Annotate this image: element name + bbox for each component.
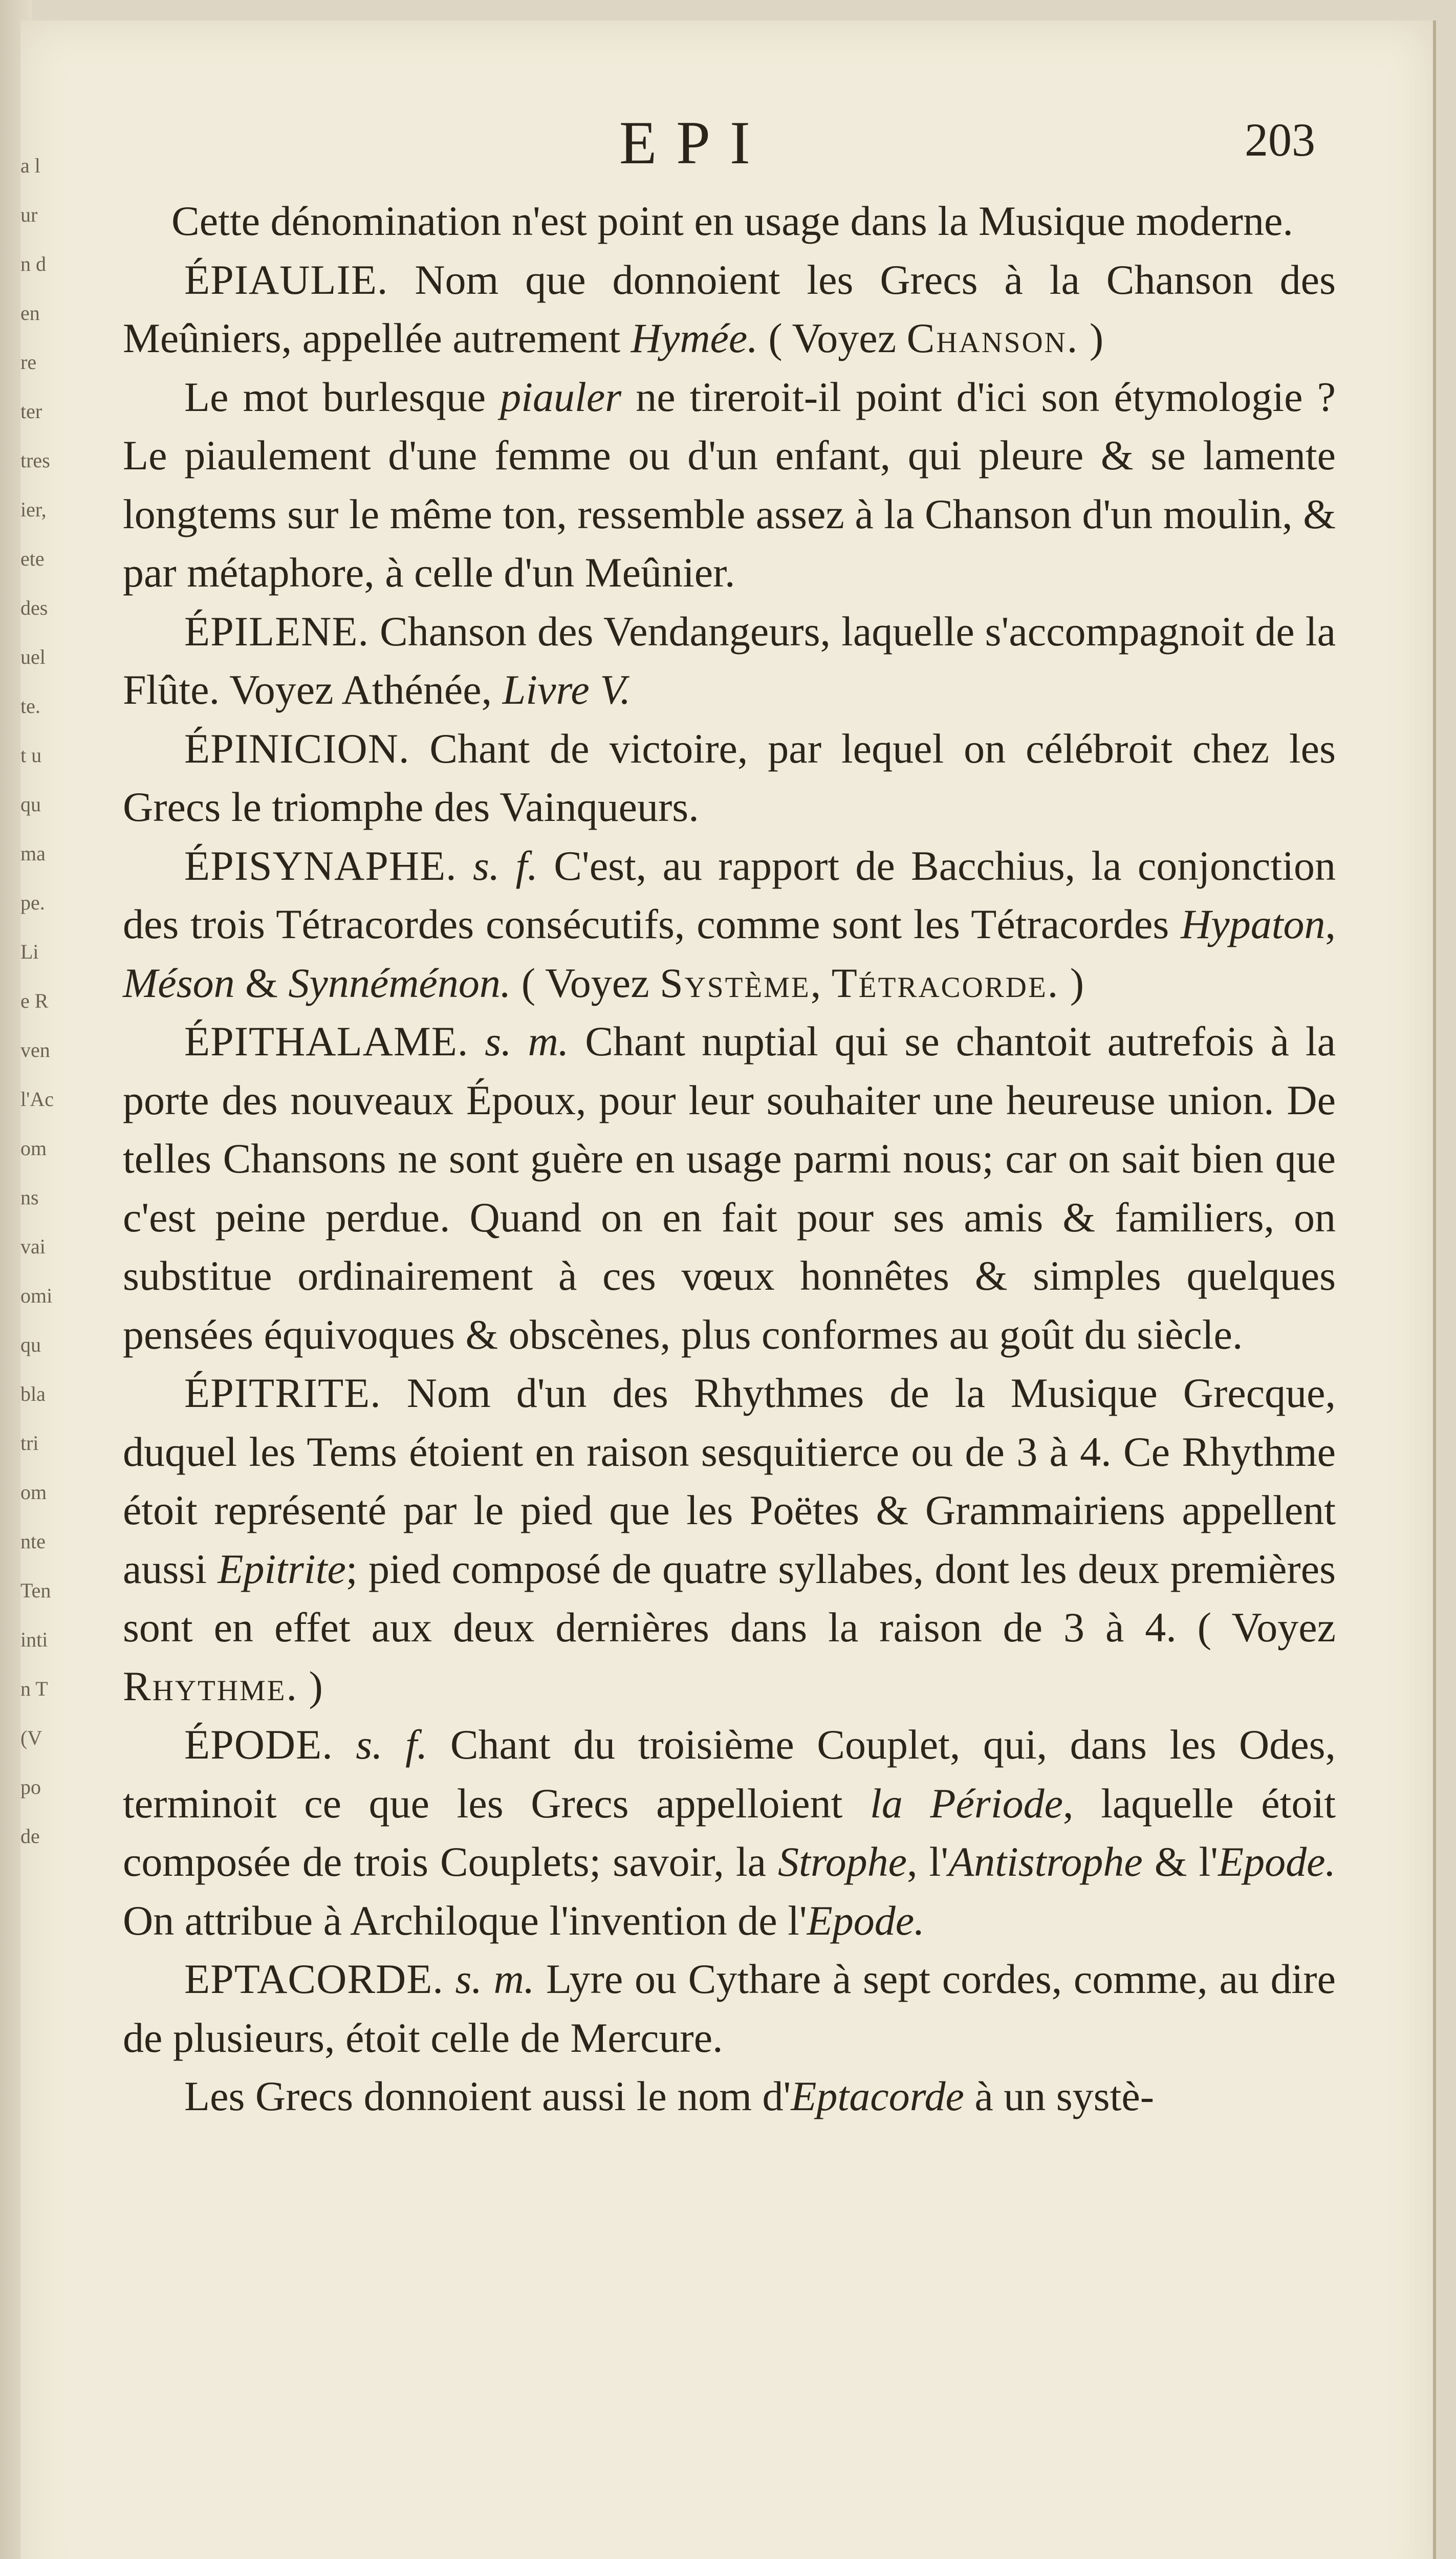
italic-text: s. f. — [356, 1721, 428, 1768]
margin-fragment: nte — [20, 1530, 46, 1553]
margin-fragment: ven — [20, 1038, 50, 1061]
entry-headword: ÉPINICION. — [184, 725, 410, 772]
margin-fragment: qu — [20, 793, 41, 816]
text-run: , l' — [907, 1838, 949, 1885]
italic-text: Méson — [123, 959, 235, 1006]
margin-fragment: ma — [20, 842, 46, 865]
margin-fragment: (V — [20, 1726, 42, 1749]
paragraph — [123, 1716, 1336, 1950]
italic-text: Epode. — [807, 1897, 925, 1944]
text-run: Cette dénomination n'est point en usage dans la Musique moderne. — [171, 198, 1293, 244]
text-run — [457, 842, 473, 889]
paragraph — [123, 1012, 1336, 1364]
margin-fragment: tri — [20, 1432, 39, 1455]
italic-text: Antistrophe — [948, 1838, 1143, 1885]
margin-fragment: de — [20, 1825, 40, 1848]
paragraph — [123, 368, 1336, 602]
text-run — [444, 1956, 455, 2002]
entry-headword: ÉPITHALAME. — [184, 1018, 469, 1065]
margin-fragment: omi — [20, 1284, 53, 1307]
cross-reference: Rhythme. — [123, 1662, 299, 1709]
text-run: à un systè- — [964, 2073, 1155, 2119]
italic-text: s. m. — [455, 1956, 535, 2002]
text-run: Nom que donnoient les Grecs à la Chanson des Meûniers, appellée autrement — [123, 256, 1336, 361]
margin-fragment: om — [20, 1137, 47, 1160]
italic-text: la Période — [870, 1780, 1063, 1827]
text-run: & — [234, 959, 289, 1006]
page-header — [97, 107, 1315, 179]
cross-reference: Tétracorde. — [831, 959, 1060, 1006]
margin-fragment: qu — [20, 1333, 41, 1356]
margin-fragment: ter — [20, 400, 42, 423]
margin-fragment: ns — [20, 1186, 39, 1209]
margin-fragment: l'Ac — [20, 1088, 54, 1111]
margin-fragment: pe. — [20, 891, 45, 914]
paragraph — [123, 1364, 1336, 1716]
margin-fragment: ur — [20, 203, 38, 226]
text-run: ( Voyez — [757, 315, 907, 361]
text-run: C'est, au rapport de Bacchius, la conjonction des trois Tétracordes consécutifs, comme sont les Tétracordes — [123, 842, 1336, 947]
margin-fragment: en — [20, 301, 40, 324]
italic-text: Hymée. — [631, 315, 758, 361]
entry-headword: ÉPISYNAPHE. — [184, 842, 457, 889]
paragraph — [123, 602, 1336, 720]
text-run: ( Voyez — [511, 959, 660, 1006]
entry-headword: ÉPIAULIE. — [184, 256, 388, 303]
text-run — [333, 1721, 356, 1768]
margin-fragment: vai — [20, 1235, 46, 1258]
cross-reference: Système — [660, 959, 811, 1006]
running-head: EPI — [619, 109, 770, 177]
italic-text: Eptacorde — [791, 2073, 964, 2119]
margin-fragment: ete — [20, 547, 45, 570]
text-run: ne tireroit-il point d'ici son étymologie ? Le piaulement d'une femme ou d'un enfant, qui pleure & se lamente longtems sur le même ton, ressemble assez à la Chanson d'un moulin, & par métaphore, à celle d'un Meûnier. — [123, 373, 1336, 596]
italic-text: Strophe — [778, 1838, 907, 1885]
page-number: 203 — [1245, 114, 1315, 166]
margin-fragment: a l — [20, 154, 40, 177]
text-run: Chant du troisième Couplet, qui, dans les Odes, terminoit ce que les Grecs appelloient — [123, 1721, 1336, 1827]
text-run: & l' — [1142, 1838, 1219, 1885]
text-run: Les Grecs donnoient aussi le nom d' — [184, 2073, 791, 2119]
text-run: Chant de victoire, par lequel on célébroit chez les Grecs le triomphe des Vainqueurs. — [123, 725, 1336, 830]
italic-text: piauler — [500, 373, 622, 420]
italic-text: Epode. — [1218, 1838, 1336, 1885]
paragraph — [123, 1950, 1336, 2067]
margin-fragment: te. — [20, 695, 40, 718]
margin-fragment: bla — [20, 1382, 46, 1405]
text-run: ) — [1079, 315, 1104, 361]
margin-fragment: e R — [20, 989, 49, 1012]
text-run: ) — [1059, 959, 1084, 1006]
body-text — [123, 192, 1336, 2126]
italic-text: Livre V. — [502, 666, 631, 713]
text-run: ) — [298, 1662, 323, 1709]
margin-fragment: tres — [20, 449, 50, 472]
text-run: Chant nuptial qui se chantoit autrefois à la porte des nouveaux Époux, pour leur souhaiter une heureuse union. De telles Chansons ne sont guère en usage parmi nous; car on sait bien que c'est peine perdue. Quand on en fait pour ses amis & familiers, on substitue ordinairement à ces vœux honnêtes & simples quelques pensées équivoques & obscènes, plus conformes au goût du siècle. — [123, 1018, 1336, 1358]
paragraph — [123, 837, 1336, 1013]
margin-fragment: ier, — [20, 498, 47, 521]
book-page — [20, 20, 1436, 2559]
paragraph — [123, 2067, 1336, 2126]
margin-fragment: n d — [20, 252, 46, 275]
margin-fragment: po — [20, 1775, 41, 1798]
paragraph — [123, 251, 1336, 368]
italic-text: s. m. — [485, 1018, 569, 1065]
margin-fragment: uel — [20, 645, 46, 668]
text-run: On attribue à Archiloque l'invention de l' — [123, 1897, 807, 1944]
margin-fragment: Ten — [20, 1579, 51, 1602]
text-run: , — [1325, 901, 1336, 947]
cross-reference: Chanson. — [906, 315, 1079, 361]
text-run: Lyre ou Cythare à sept cordes, comme, au dire de plusieurs, étoit celle de Mercure. — [123, 1956, 1336, 2061]
paragraph — [123, 192, 1336, 251]
italic-text: s. f. — [472, 842, 538, 889]
text-run: , — [810, 959, 832, 1006]
entry-headword: ÉPITRITE. — [184, 1370, 381, 1416]
text-run: Nom d'un des Rhythmes de la Musique Grecque, duquel les Tems étoient en raison sesquitierce ou de 3 à 4. Ce Rhythme étoit représenté par le pied que les Poëtes & Grammairiens appellent aussi — [123, 1370, 1336, 1592]
margin-fragment: om — [20, 1481, 47, 1504]
margin-fragment: re — [20, 351, 37, 374]
margin-fragment: Li — [20, 940, 39, 963]
italic-text: Synnéménon. — [288, 959, 511, 1006]
italic-text: Epitrite — [218, 1545, 346, 1592]
text-run: , laquelle étoit composée de trois Couplets; savoir, la — [123, 1780, 1336, 1885]
paragraph — [123, 720, 1336, 837]
italic-text: Hypaton — [1181, 901, 1325, 947]
margin-fragments — [20, 154, 54, 1873]
margin-fragment: inti — [20, 1628, 48, 1651]
margin-fragment: des — [20, 596, 48, 619]
text-run — [468, 1018, 485, 1065]
entry-headword: EPTACORDE. — [184, 1956, 444, 2002]
text-run: Le mot burlesque — [184, 373, 501, 420]
entry-headword: ÉPILENE. — [184, 608, 369, 655]
text-run: Chanson des Vendangeurs, laquelle s'accompagnoit de la Flûte. Voyez Athénée, — [123, 608, 1336, 713]
text-run: ; pied composé de quatre syllabes, dont les deux premières sont en effet aux deux dernières dans la raison de 3 à 4. ( Voyez — [123, 1545, 1336, 1651]
entry-headword: ÉPODE. — [184, 1721, 333, 1768]
margin-fragment: n T — [20, 1677, 48, 1700]
margin-fragment: t u — [20, 744, 42, 767]
